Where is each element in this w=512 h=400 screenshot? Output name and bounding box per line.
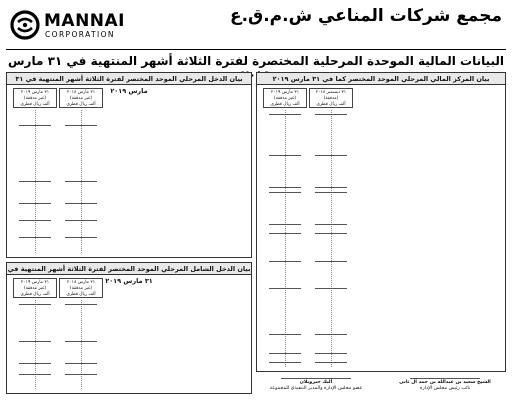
column-header [263, 88, 307, 108]
subtotal-rule [269, 192, 301, 193]
column-header-line: (غير مدققة) [69, 286, 93, 291]
column-header-line: (مدققة) [323, 96, 339, 101]
subtotal-rule [315, 192, 347, 193]
subtotal-rule [269, 233, 301, 234]
column-header-line: ٣١ مارس ٢٠١٩ [20, 90, 50, 95]
subtotal-rule [315, 224, 347, 225]
column-header-line: (غير مدققة) [23, 96, 47, 101]
signature-left-name: ألبك جيرويلان [299, 380, 333, 385]
subtotal-rule [65, 203, 97, 204]
signature-right-name: الشيخ سعيد بن عبدالله بن حمد آل ثاني [399, 380, 491, 385]
subtotal-rule [269, 362, 301, 363]
column-header-line: ٣١ ديسمبر ٢٠١٨ [315, 90, 347, 95]
header-divider [6, 49, 506, 50]
subtotal-rule [269, 353, 301, 354]
subtotal-rule [19, 374, 51, 375]
subtotal-rule [19, 220, 51, 221]
column-header [13, 278, 57, 298]
subtotal-rule [269, 187, 301, 188]
subtotal-rule [65, 220, 97, 221]
column-header [59, 88, 103, 108]
column-header [309, 88, 353, 108]
signature-left-title: عضو مجلس الإدارة والمدير التنفيذي للمجموعة [269, 386, 363, 391]
column-rule [81, 300, 82, 389]
column-header-line: ٣١ مارس ٢٠١٨ [66, 280, 96, 285]
column-header-line: ٣١ مارس ٢٠١٩ [20, 280, 50, 285]
subtotal-rule [19, 237, 51, 238]
subtotal-rule [65, 341, 97, 342]
subtotal-rule [315, 114, 347, 115]
column-rule [285, 110, 286, 367]
column-header-line: (غير مدققة) [23, 286, 47, 291]
column-header-line: ٣١ مارس ٢٠١٨ [66, 90, 96, 95]
mannai-logo-icon [10, 10, 40, 40]
mannai-logo [10, 8, 130, 44]
subtotal-rule [315, 353, 347, 354]
subtotal-rule [65, 363, 97, 364]
column-header [13, 88, 57, 108]
subtotal-rule [315, 187, 347, 188]
comprehensive-income-panel [6, 262, 252, 394]
subtotal-rule [269, 114, 301, 115]
subtotal-rule [315, 261, 347, 262]
income-statement-panel [6, 72, 252, 258]
subtotal-rule [315, 233, 347, 234]
column-header-line: ألف ريال قطري [20, 102, 50, 107]
income-statement-title: بيان الدخل المرحلي الموحد المختصر لفترة الثلاثة أشهر المنتهية في ٣١ مارس ٢٠١٩ [7, 73, 251, 85]
subtotal-rule [19, 304, 51, 305]
subtotal-rule [315, 155, 347, 156]
column-header-line: ألف ريال قطري [66, 292, 96, 297]
subtotal-rule [269, 224, 301, 225]
signature-left [256, 378, 376, 392]
subtotal-rule [65, 374, 97, 375]
subtotal-rule [19, 181, 51, 182]
subtotal-rule [19, 125, 51, 126]
column-rule [331, 110, 332, 367]
subtotal-rule [315, 288, 347, 289]
subtotal-rule [65, 125, 97, 126]
subtotal-rule [315, 362, 347, 363]
main-title: البيانات المالية الموحدة المرحلية المختصرة لفترة الثلاثة أشهر المنتهية في ٣١ مارس [7, 54, 505, 68]
subtotal-rule [269, 334, 301, 335]
brand-name: MANNAI [44, 11, 126, 31]
subtotal-rule [269, 288, 301, 289]
column-header-line: ألف ريال قطري [270, 102, 300, 107]
signature-line [410, 378, 480, 379]
column-header-line: ألف ريال قطري [66, 102, 96, 107]
column-header-line: ألف ريال قطري [20, 292, 50, 297]
header [6, 4, 506, 48]
subtotal-rule [315, 334, 347, 335]
column-header [59, 278, 103, 298]
column-header-line: ٣١ مارس ٢٠١٩ [270, 90, 300, 95]
subtotal-rule [19, 203, 51, 204]
signature-line [281, 378, 351, 379]
signature-right [384, 378, 506, 392]
column-header-line: (غير مدققة) [69, 96, 93, 101]
subtotal-rule [19, 341, 51, 342]
comprehensive-income-title: بيان الدخل الشامل المرحلي الموحد المختصر لفترة الثلاثة أشهر المنتهية في ٣١ مارس ٢٠١٩ [7, 265, 251, 285]
subtotal-rule [19, 363, 51, 364]
signature-right-title: نائب رئيس مجلس الإدارة [419, 386, 471, 391]
column-header-line: ألف ريال قطري [316, 102, 346, 107]
brand-subtitle: CORPORATION [45, 30, 115, 39]
subtotal-rule [269, 155, 301, 156]
balance-sheet-panel [256, 72, 506, 372]
subtotal-rule [269, 261, 301, 262]
subtotal-rule [65, 181, 97, 182]
subtotal-rule [65, 237, 97, 238]
company-name-ar: مجمع شركات المناعي ش.م.ق.ع [229, 6, 502, 26]
column-header-line: (غير مدققة) [273, 96, 297, 101]
subtotal-rule [65, 304, 97, 305]
column-rule [35, 300, 36, 389]
balance-sheet-title: بيان المركز المالي المرحلي الموحد المختصر كما في ٣١ مارس ٢٠١٩ [257, 73, 505, 85]
